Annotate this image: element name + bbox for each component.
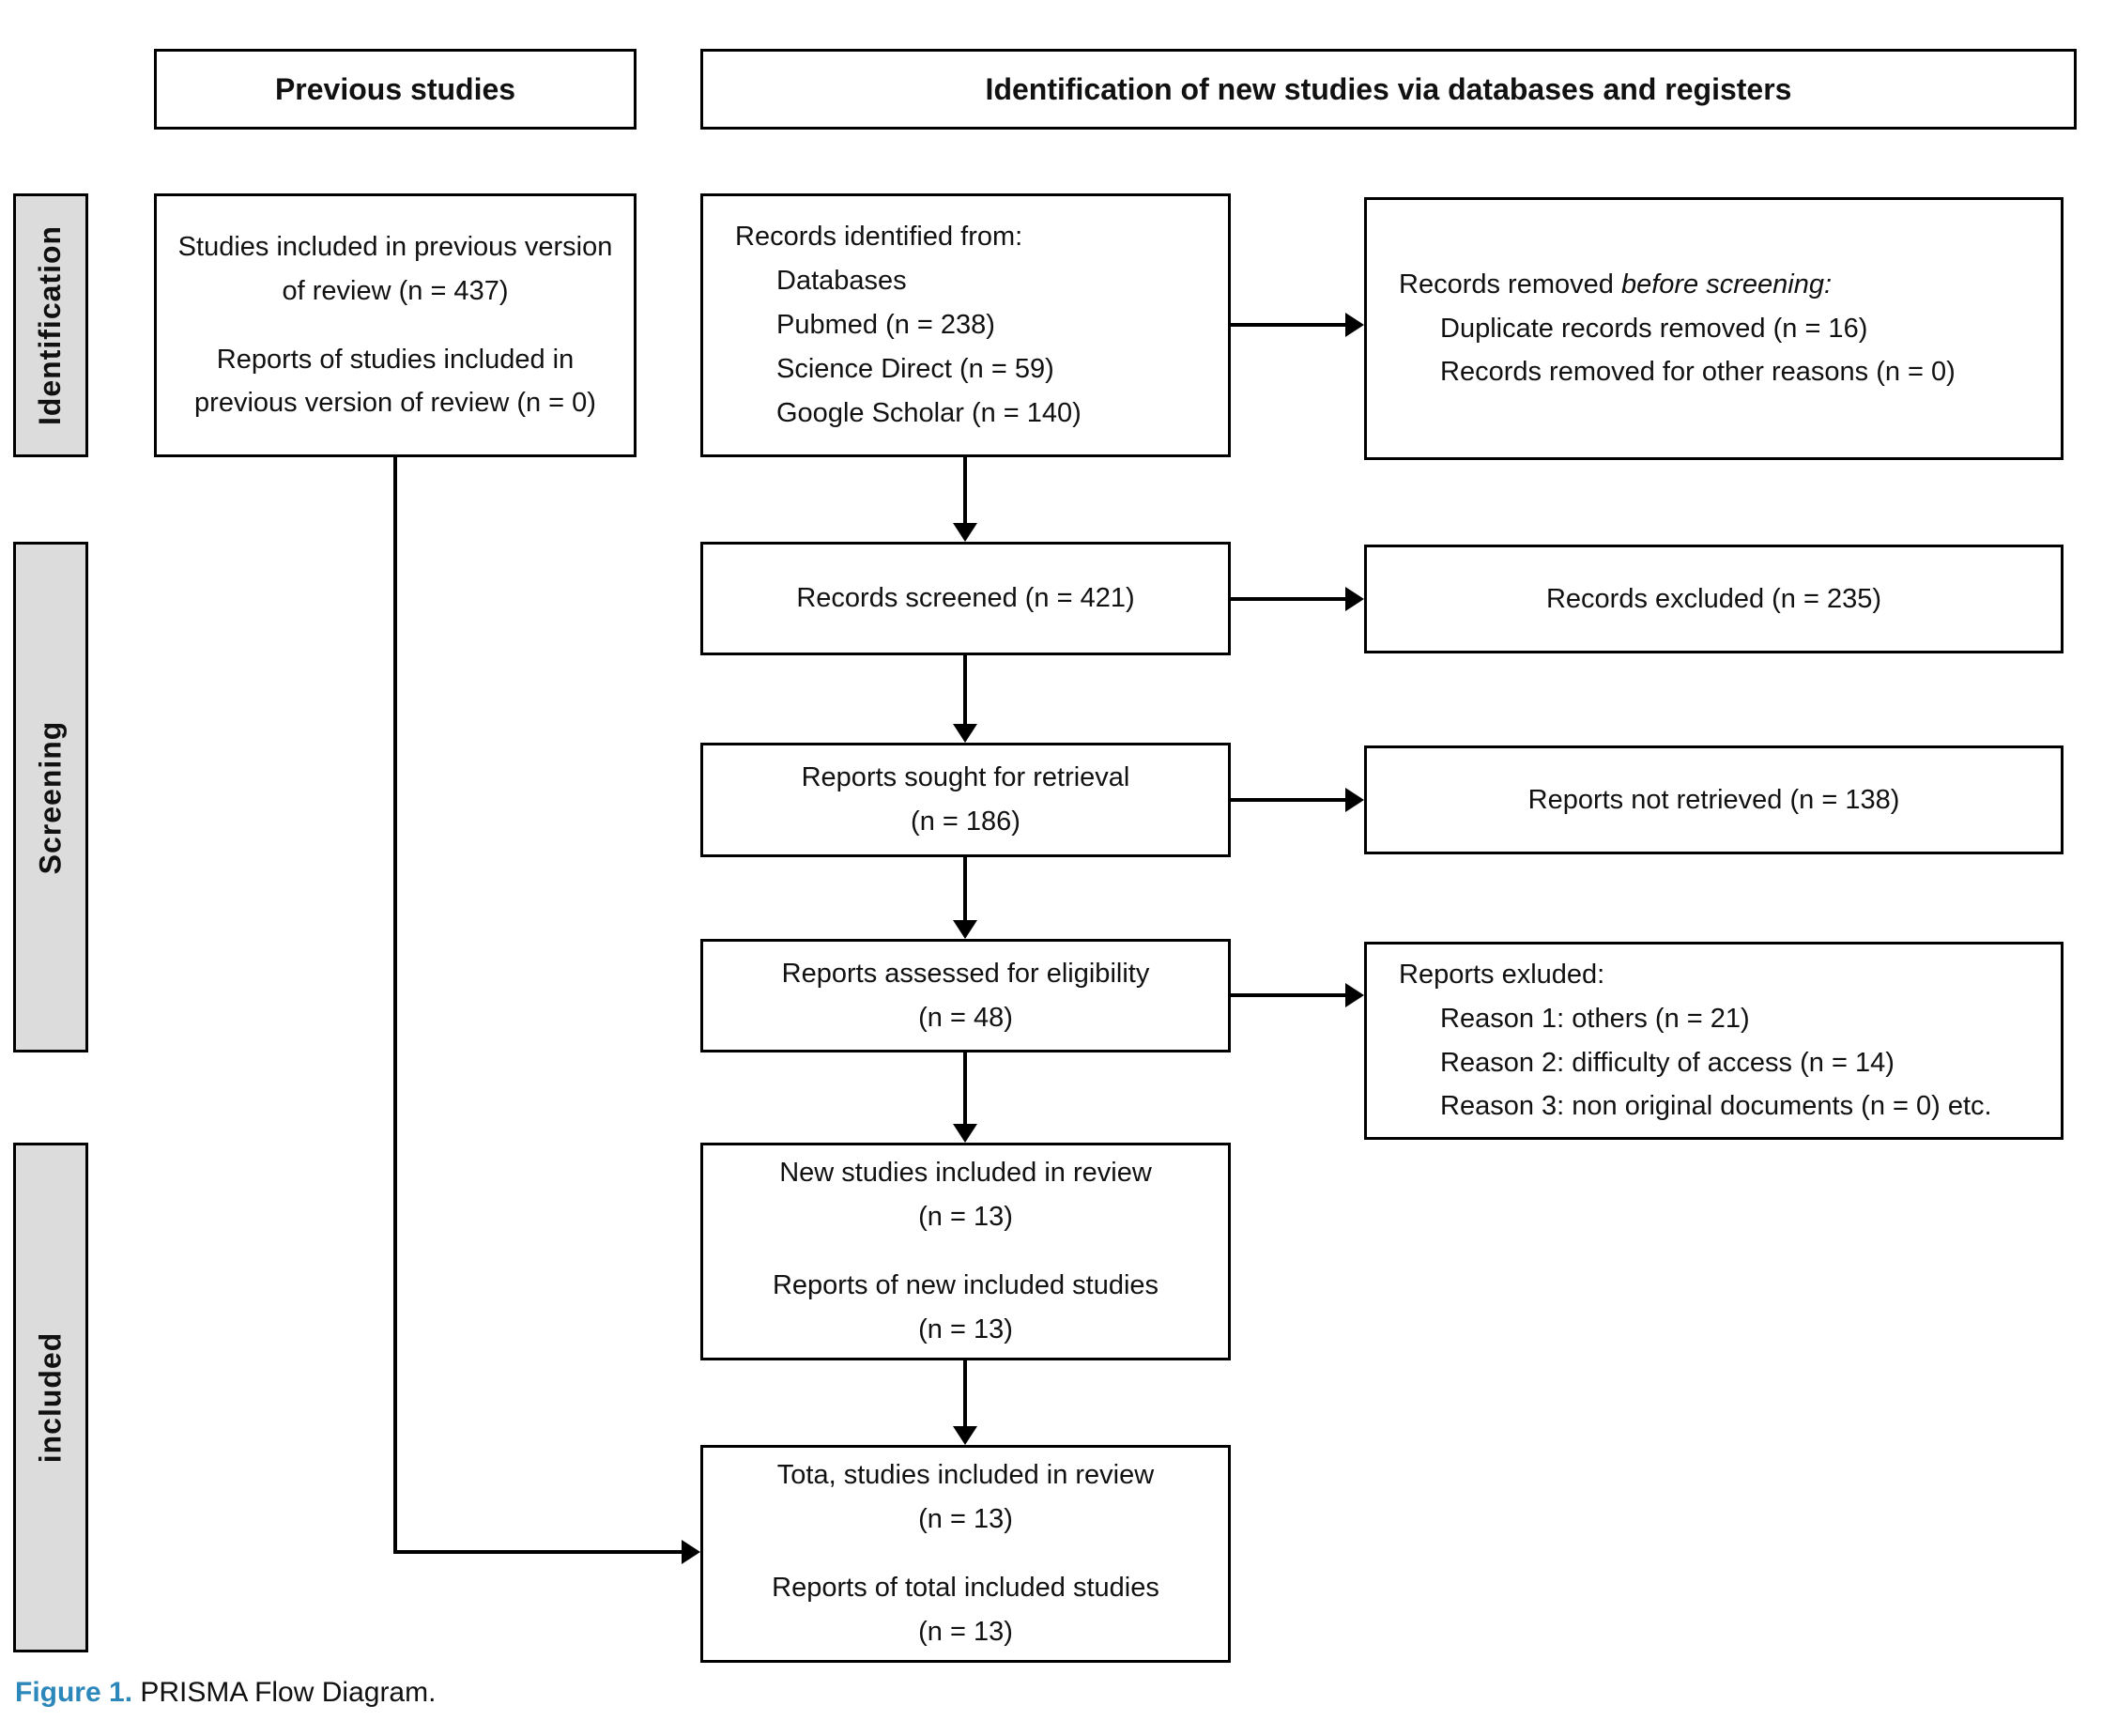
box-previous-studies [154, 193, 637, 457]
arrowhead-identified-to-removed [1345, 313, 1364, 337]
arrowhead-assessed-to-reports-excluded [1345, 983, 1364, 1007]
arrow-line-sought-to-assessed [963, 857, 967, 922]
records-identified-item: Databases [776, 266, 907, 297]
records-identified-intro: Records identified from: [735, 222, 1023, 253]
reports-assessed-line2: (n = 48) [918, 1002, 1013, 1033]
figure-caption-text: PRISMA Flow Diagram. [132, 1677, 437, 1708]
arrow-line-assessed-to-new [963, 1052, 967, 1126]
records-identified-item: Science Direct (n = 59) [776, 353, 1054, 384]
box-records-removed [1364, 197, 2064, 460]
reports-assessed-line1: Reports assessed for eligibility [781, 958, 1150, 989]
box-total-studies-included [700, 1445, 1231, 1663]
records-identified-item: Google Scholar (n = 140) [776, 397, 1082, 428]
records-identified-item: Pubmed (n = 238) [776, 310, 995, 341]
box-reports-excluded [1364, 942, 2064, 1140]
total-studies-para2: Reports of total included studies (n = 13) [772, 1573, 1159, 1647]
reports-excluded-item: Reason 2: difficulty of access (n = 14) [1440, 1047, 1895, 1078]
header-identification-new-studies [700, 49, 2077, 130]
reports-excluded-item: Reason 3: non original documents (n = 0) etc. [1440, 1091, 1992, 1122]
arrowhead-sought-to-assessed [953, 920, 977, 939]
arrow-line-previous-down [393, 457, 397, 1554]
reports-sought-line1: Reports sought for retrieval [801, 762, 1130, 793]
box-new-studies-included [700, 1143, 1231, 1360]
header-previous-studies [154, 49, 637, 130]
figure-caption [15, 1677, 436, 1709]
box-reports-sought [700, 743, 1231, 857]
arrowhead-new-to-total [953, 1426, 977, 1445]
arrowhead-screened-to-excluded [1345, 587, 1364, 611]
arrowhead-previous-to-total [682, 1540, 700, 1564]
reports-excluded-intro: Reports exluded: [1399, 959, 1605, 990]
arrow-line-screened-to-excluded [1231, 597, 1347, 601]
box-records-identified [700, 193, 1231, 457]
arrow-line-identified-to-screened [963, 457, 967, 525]
box-reports-not-retrieved: Reports not retrieved (n = 138) [1364, 745, 2064, 854]
new-studies-para1: New studies included in review (n = 13) [779, 1158, 1152, 1233]
figure-caption-label: Figure 1. [15, 1677, 133, 1708]
header-previous-studies-label: Previous studies [274, 71, 516, 106]
box-records-excluded: Records excluded (n = 235) [1364, 545, 2064, 653]
arrow-line-assessed-to-reports-excluded [1231, 993, 1347, 997]
previous-studies-para2: Reports of studies included in previous version of review (n = 0) [194, 344, 596, 419]
records-removed-intro: Records removed before screening: [1399, 269, 1833, 300]
arrowhead-sought-to-not-retrieved [1345, 788, 1364, 812]
box-records-screened: Records screened (n = 421) [700, 542, 1231, 655]
stage-label-identification: Identification [13, 193, 88, 457]
stage-label-screening: Screening [13, 542, 88, 1052]
records-removed-item: Records removed for other reasons (n = 0) [1440, 357, 1956, 388]
arrow-line-screened-to-sought [963, 655, 967, 726]
box-reports-assessed [700, 939, 1231, 1052]
previous-studies-para1: Studies included in previous version of review (n = 437) [177, 231, 613, 306]
arrow-line-new-to-total [963, 1360, 967, 1428]
total-studies-para1: Tota, studies included in review (n = 13) [776, 1460, 1155, 1535]
reports-excluded-item: Reason 1: others (n = 21) [1440, 1003, 1750, 1034]
stage-label-included: included [13, 1143, 88, 1652]
arrowhead-assessed-to-new [953, 1124, 977, 1143]
arrow-line-previous-to-total [393, 1550, 682, 1554]
new-studies-para2: Reports of new included studies (n = 13) [772, 1270, 1159, 1344]
reports-sought-line2: (n = 186) [911, 807, 1020, 837]
arrowhead-identified-to-screened [953, 523, 977, 542]
header-identification-label: Identification of new studies via databases and registers [985, 71, 1792, 106]
records-removed-item: Duplicate records removed (n = 16) [1440, 313, 1868, 344]
arrow-line-sought-to-not-retrieved [1231, 798, 1347, 802]
arrowhead-screened-to-sought [953, 724, 977, 743]
arrow-line-identified-to-removed [1231, 323, 1347, 327]
